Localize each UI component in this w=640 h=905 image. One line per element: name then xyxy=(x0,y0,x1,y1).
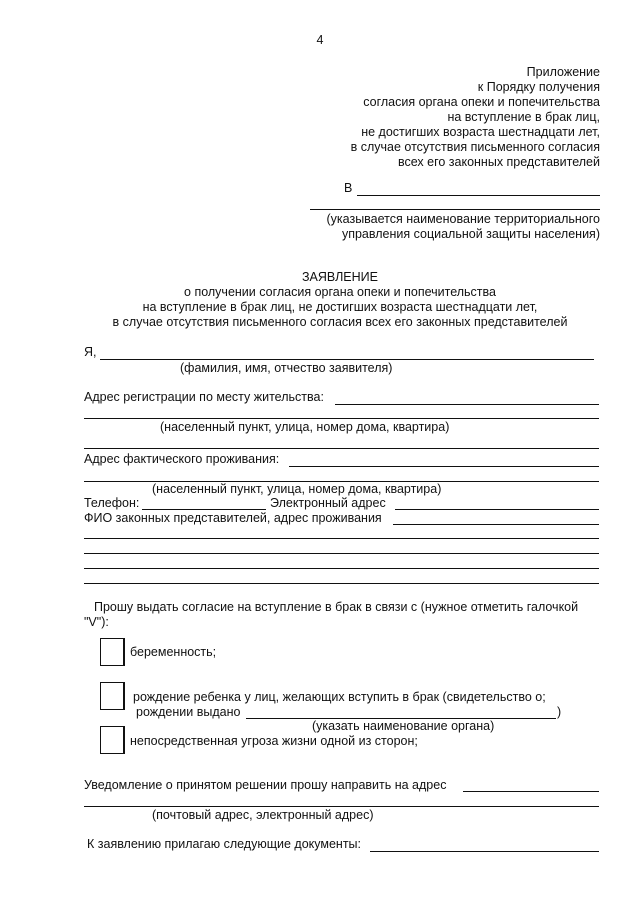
subtitle-line-1: о получении согласия органа опеки и попечительства xyxy=(184,285,496,299)
request-line-1: Прошу выдать согласие на вступление в брак в связи с (нужное отметить галочкой xyxy=(94,600,579,614)
threat-label: непосредственная угроза жизни одной из сторон; xyxy=(130,734,418,748)
registration-line-1[interactable] xyxy=(335,404,599,405)
phone-label: Телефон: xyxy=(84,496,140,510)
addressee-hint-2: управления социальной защиты населения) xyxy=(341,227,600,241)
page-number: 4 xyxy=(316,33,324,47)
appendix-line-7: всех его законных представителей xyxy=(397,155,600,169)
addressee-field-line[interactable] xyxy=(357,195,600,196)
birth-checkbox[interactable] xyxy=(100,682,125,710)
registration-hint: (населенный пункт, улица, номер дома, квартира) xyxy=(160,420,450,434)
birth-issuer-hint: (указать наименование органа) xyxy=(312,719,495,733)
appendix-line-6: в случае отсутствия письменного согласия xyxy=(350,140,600,154)
actual-address-line-1[interactable] xyxy=(289,466,599,467)
registration-line-2[interactable] xyxy=(84,418,599,419)
notification-hint: (почтовый адрес, электронный адрес) xyxy=(152,808,374,822)
addressee-prefix: В xyxy=(344,181,353,195)
birth-label-line-2: рождении выдано xyxy=(136,705,241,719)
email-line[interactable] xyxy=(395,509,599,510)
phone-line[interactable] xyxy=(142,509,266,510)
registration-line-3[interactable] xyxy=(84,448,599,449)
representatives-line-4[interactable] xyxy=(84,568,599,569)
addressee-field-line-2[interactable] xyxy=(310,209,600,210)
email-label: Электронный адрес xyxy=(270,496,386,510)
applicant-name-line[interactable] xyxy=(100,359,594,360)
registration-label: Адрес регистрации по месту жительства: xyxy=(84,390,324,404)
actual-address-hint: (населенный пункт, улица, номер дома, квартира) xyxy=(152,482,442,496)
representatives-line-5[interactable] xyxy=(84,583,599,584)
representatives-line-1[interactable] xyxy=(393,524,599,525)
representatives-line-2[interactable] xyxy=(84,538,599,539)
pregnancy-label: беременность; xyxy=(130,645,217,659)
attachments-line[interactable] xyxy=(370,851,599,852)
representatives-label: ФИО законных представителей, адрес проживания xyxy=(84,511,382,525)
applicant-label: Я, xyxy=(84,345,97,359)
birth-label-line-1: рождение ребенка у лиц, желающих вступить в брак (свидетельство о; xyxy=(133,690,546,704)
notification-line-1[interactable] xyxy=(463,791,599,792)
appendix-line-3: согласия органа опеки и попечительства xyxy=(363,95,600,109)
actual-address-label: Адрес фактического проживания: xyxy=(84,452,280,466)
subtitle-line-3: в случае отсутствия письменного согласия всех его законных представителей xyxy=(112,315,568,329)
representatives-line-3[interactable] xyxy=(84,553,599,554)
birth-close-paren: ) xyxy=(557,705,562,719)
pregnancy-checkbox[interactable] xyxy=(100,638,125,666)
request-line-2: "V"): xyxy=(84,615,109,629)
applicant-hint: (фамилия, имя, отчество заявителя) xyxy=(180,361,393,375)
attachments-label: К заявлению прилагаю следующие документы: xyxy=(87,837,361,851)
appendix-line-2: к Порядку получения xyxy=(477,80,600,94)
threat-checkbox[interactable] xyxy=(100,726,125,754)
appendix-line-5: не достигших возраста шестнадцати лет, xyxy=(361,125,600,139)
addressee-hint-1: (указывается наименование территориального xyxy=(326,212,600,226)
document-title: ЗАЯВЛЕНИЕ xyxy=(301,270,378,284)
subtitle-line-2: на вступление в брак лиц, не достигших возраста шестнадцати лет, xyxy=(142,300,538,314)
appendix-line-1: Приложение xyxy=(526,65,600,79)
notification-line-2[interactable] xyxy=(84,806,599,807)
notification-label: Уведомление о принятом решении прошу направить на адрес xyxy=(84,778,447,792)
appendix-line-4: на вступление в брак лиц, xyxy=(447,110,600,124)
